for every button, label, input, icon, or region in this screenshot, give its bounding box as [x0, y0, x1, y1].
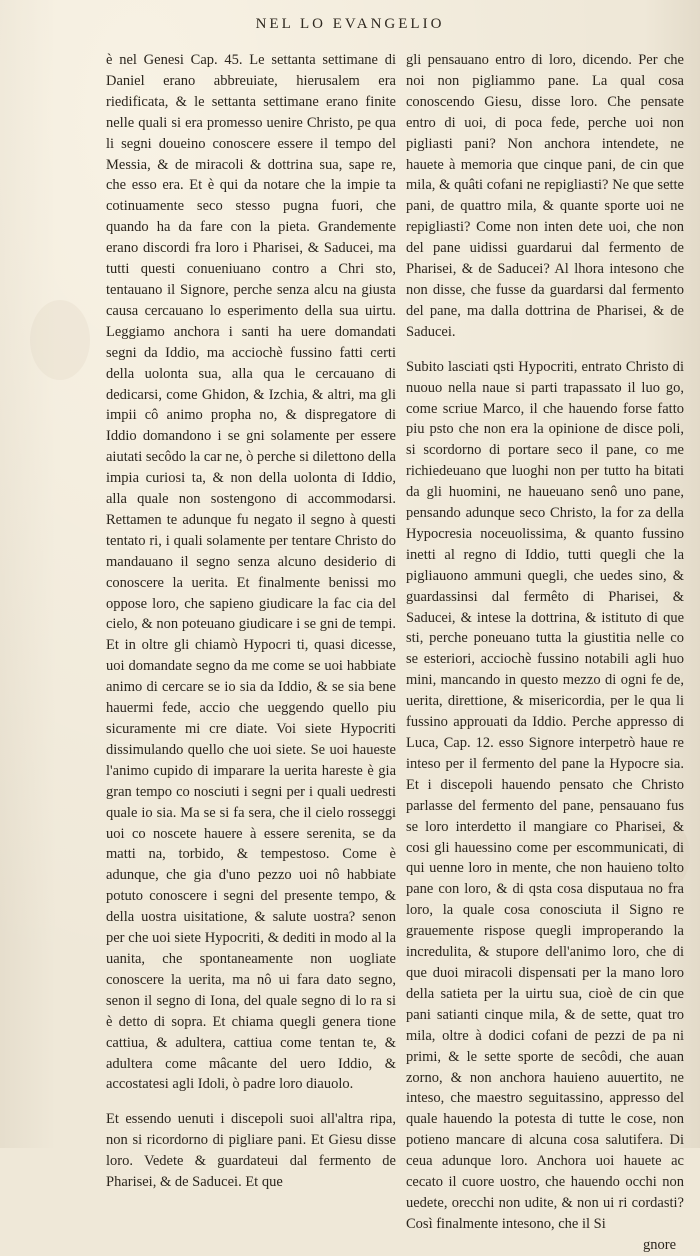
left-column [106, 50, 396, 1193]
left-paragraph-2: Et essendo uenuti i discepoli suoi all'altra ripa, non si ricordorno di pigliare pani. Et Giesu disse loro. Vedete & guardateui dal fermento de Pharisei, & de Saducei. Et que [106, 1111, 396, 1191]
running-head: NEL LO EVANGELIO [255, 16, 445, 32]
right-paragraph-1: gli pensauano entro di loro, dicendo. Per che noi non pigliammo pane. La qual cosa conoscendo Giesu, disse loro. Che pensate entro di uoi, di poca fede, perche uoi non pigliasti pani? Non anchora intendete, ne hauete à memoria que cinque pani, de cin que mila, & quâti cofani ne repigliasti? Ne que sette pani, de quattro mila, & quante sporte uoi ne repigliasti? Come non inten dete uoi, che non del pane uidissi guardarui dal fermento de Pharisei, & de Saducei? Al lhora intesono che non disse, che fusse da guardarsi dal fermento del pane, ma dalla dottrina de Pharisei, & de Saducei. [406, 52, 684, 340]
left-paragraph-1: è nel Genesi Cap. 45. Le settanta settimane di Daniel erano abbreuiate, hierusalem era riedificata, & le settanta settimane erano finite nelle quali si era promesso uenire Christo, pe qua li segni doueino conoscere essere il tempo del Messia, & de miracoli & dottrina sua, sape re, che esso era. Et è qui da notare che la impie ta cotinuamente seco stesso pugna fuori, che quando ha da fare con la pieta. Grandemente erano discordi fra loro i Pharisei, & Saducei, ma tutti questi conueniuano contro a Chri sto, tentauano il Signore, perche senza alcu na giusta causa cercauano lo esperimento della sua uirtu. Leggiamo anchora i santi ha uere domandati segni da Iddio, ma acciochè fussino fatti certi della uolonta sua, alla qua le cercauano di dedicarsi, come Ghidon, & Izchia, & altri, ma gli impii cô animo propha no, & dispregatore di Iddio domandono i se gni solamente per essere aiutati secôdo la car ne, ò perche si dilettono della impia curiosi ta, & non della uolonta di Iddio, alla quale non sostengono di accommodarsi. Rettamen te adunque fu negato il segno à questi tentato ri, i quali solamente per tentare Christo do mandauano il segno senza alcuno desiderio di conoscere la uerita. Et finalmente benissi mo oppose loro, che sapieno giudicare la fac cia del cielo, & non poteuano giudicare i se gni de tempi. Et in oltre gli chiamò Hypocri ti, quasi dicesse, uoi domandate segno da me come se uoi habbiate animo di cercare se io sia da Iddio, & se sia bene hauermi fede, accio che ueggendo quello piu sicuramente mi cre diate. Voi siete Hypocriti dissimulando quello che uoi siete. Se uoi haueste l'animo cupido di imparare la uerita hareste è gia gran tempo co nosciuti i segni per i quali uedresti quale io sia. Ma se si fa sera, che il cielo rosseggi uoi co noscete hauere à essere serenita, se da matti na, torbido, & tempestoso. Come è adunque, che gia d'uno pezzo uoi nô habbiate potuto conoscere i segni del presente tempo, & della uostra uisitatione, & salute uostra? senon per che uoi siete Hypocriti, & dediti in modo al la uanita, che spontaneamente non uogliate conoscere la uerita, ma nô ui fara dato segno, senon il segno di Iona, del quale segno di lo ra si è detto di sopra. Et chiama quegli genera tione cattiua, & adultera, cattiua come tentan te, & adultera come mâcante del uero Iddio, & accostatesi agli Idoli, ò padre loro diauolo. [106, 52, 396, 1093]
paragraph-gap [406, 343, 684, 357]
right-paragraph-2: Subito lasciati qsti Hypocriti, entrato Christo di nuouo nella naue si parti trapassato il luo go, come scriue Marco, il che hauendo forse fatto piu psto che non era la opinione de disce poli, si scordorno di portare seco il pane, co me richiedeuano que luoghi non per tutto ha bitati da gli huomini, ne haueuano senô uno pane, pensando adunque seco Christo, la for za della Hypocresia noceuolissima, & quanto fussino inetti al regno di Iddio, tutti quegli che la pigliauono ammuni quegli, che uedes sino, & guardassinsi dal fermêto di Pharisei, & Saducei, & intese la dottrina, & istituto di que sti, perche poneuano tutta la giustitia nelle co se esteriori, acciochè fussino notabili agli huo mini, mancando in questo mezzo di ogni fe de, uerita, direttione, & misericordia, per le qua li fussino approuati da Iddio. Perche appresso di Luca, Cap. 12. esso Signore interpetrò haue re inteso per il fermento del pane la Hypocre sia. Et i discepoli hauendo pensato che Christo parlasse del fermento del pane, pensauano fus se loro interdetto il mangiare co Pharisei, & cosi gli hauessino come per escommunicati, di qui uenne loro in mente, che non hauieno tolto pane con loro, & di qsta cosa disputaua no fra loro, la quale cosa conosciuta il Signo re grauemente rispose quegli improperando la incredulita, & stupore dell'animo loro, che di que duoi miracoli dispensati per la mano loro della satieta per la uirtu sua, cioè de cin que pani satianti cinque mila, & de sette, quat tro mila, oltre à dodici cofani de pezzi de pa ni primi, & le sette sporte de secôdi, che auan zorno, & non anchora hauieno auuertito, ne inteso, che maestro seguitassino, appresso del quale hauendo la potesta di tutte le cose, non potieno mancare di alcuna cosa salutifera. Di ceua adunque loro. Anchora uoi hauete ac cecato il cuore uostro, che hauendo occhi non uedete, orecchi non udite, & non ui ri cordasti? Così finalmente intesono, che il Si [406, 358, 684, 1232]
right-column [406, 50, 684, 1256]
paper-stain [30, 300, 90, 380]
catchword: gnore [642, 1236, 676, 1253]
paragraph-gap [106, 1095, 396, 1109]
